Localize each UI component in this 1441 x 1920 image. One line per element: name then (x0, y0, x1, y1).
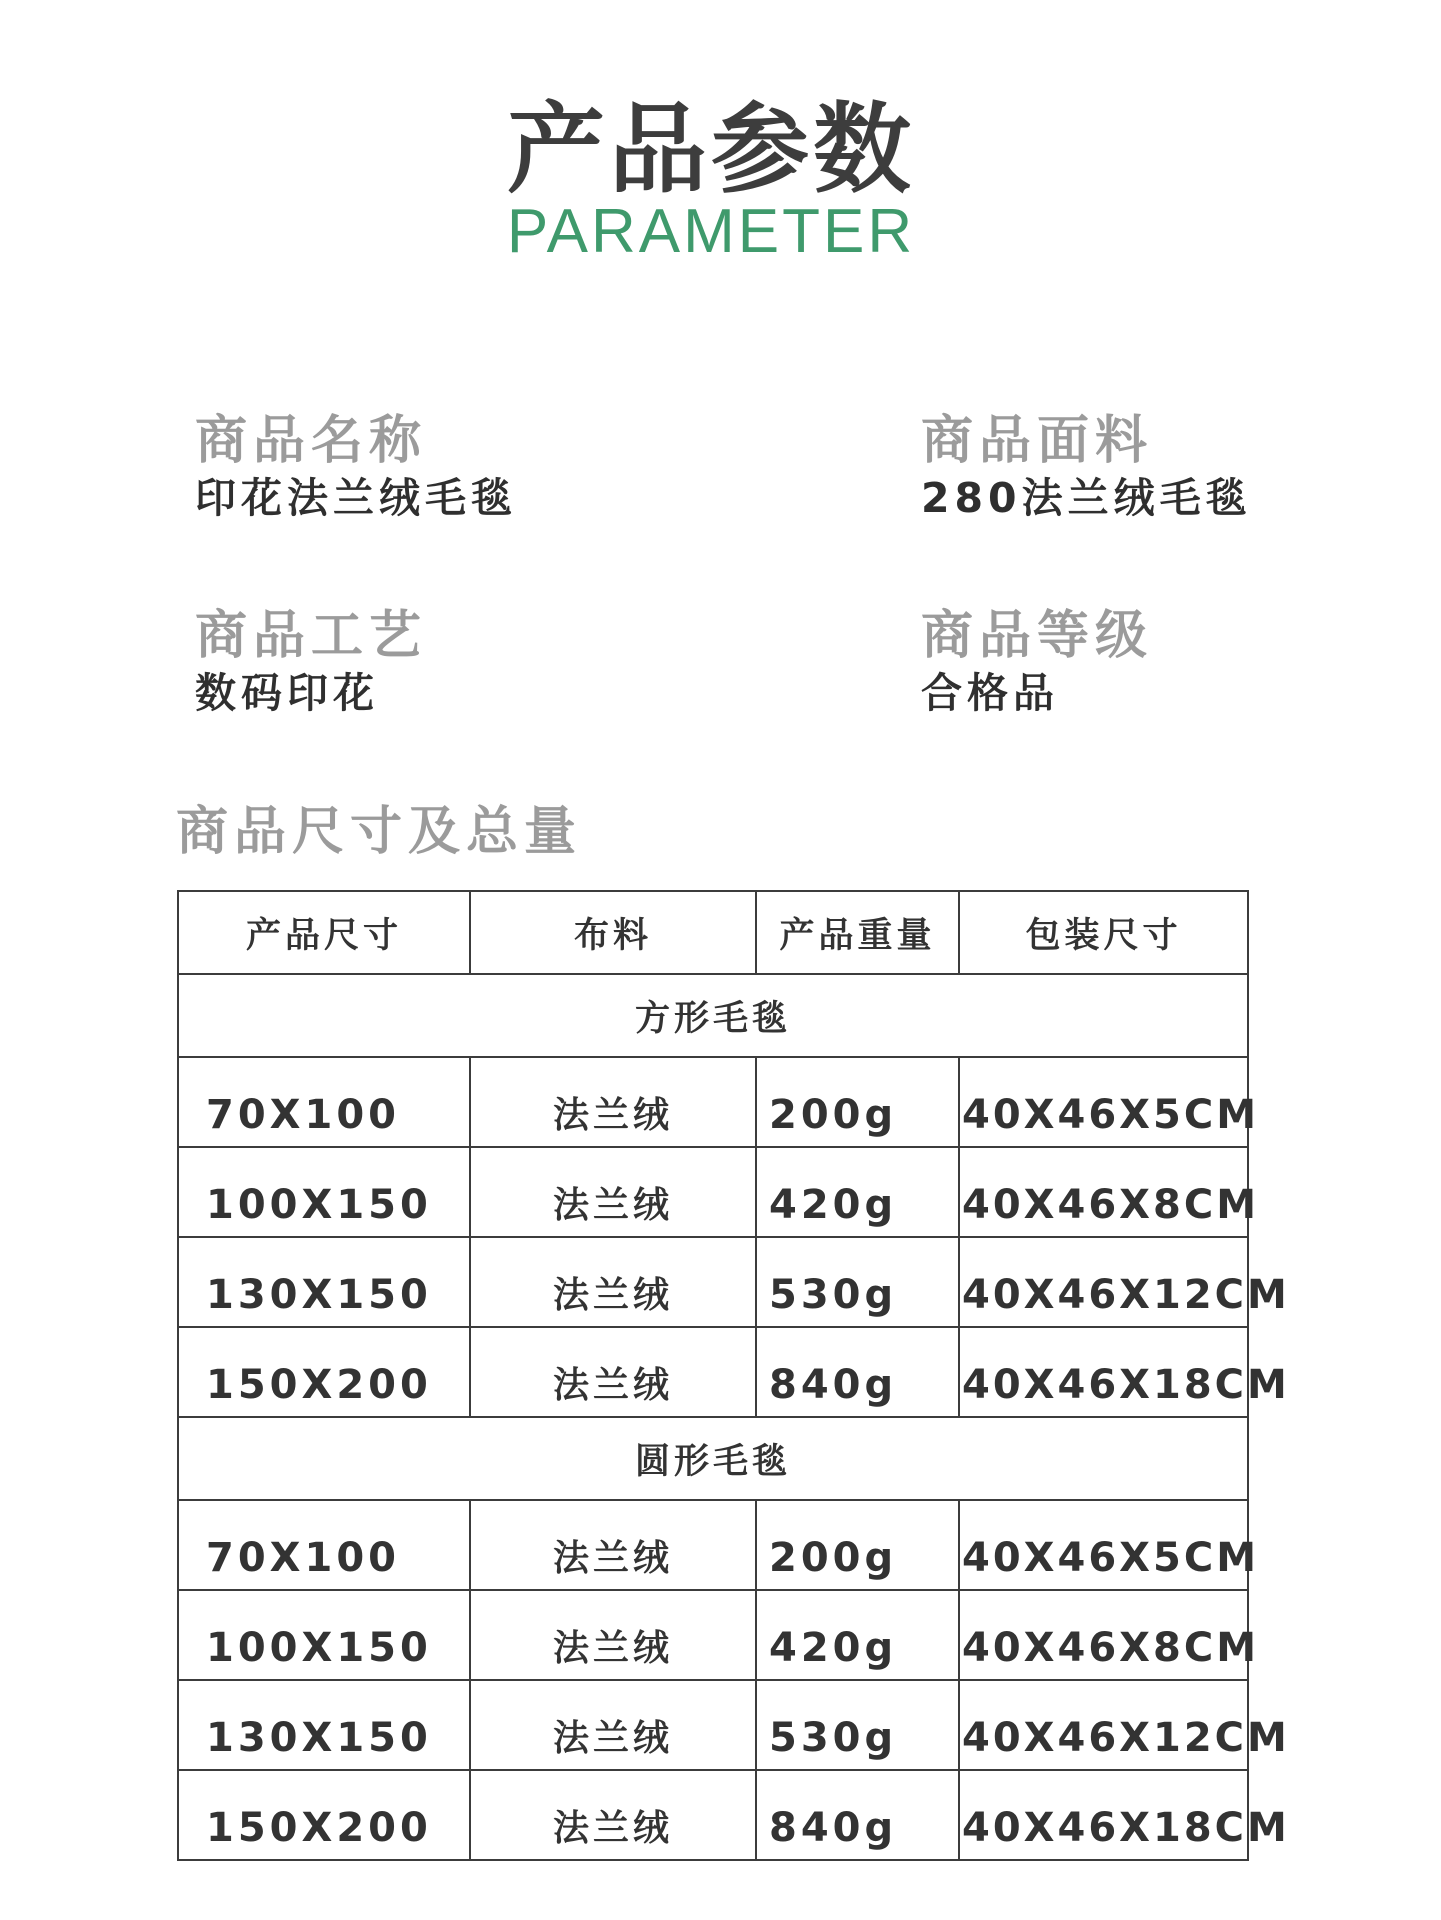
cell-size: 130X150 (178, 1237, 470, 1327)
cell-fabric: 法兰绒 (470, 1500, 756, 1590)
column-header-package: 包装尺寸 (959, 891, 1248, 974)
cell-fabric: 法兰绒 (470, 1237, 756, 1327)
cell-weight: 200g (756, 1057, 959, 1147)
cell-package: 40X46X5CM (959, 1057, 1248, 1147)
table-group-row (178, 974, 1248, 1057)
cell-fabric: 法兰绒 (470, 1590, 756, 1680)
cell-package: 40X46X12CM (959, 1237, 1248, 1327)
cell-fabric: 法兰绒 (470, 1147, 756, 1237)
cell-weight: 420g (756, 1590, 959, 1680)
column-header-weight: 产品重量 (756, 891, 959, 974)
spec-label: 商品工艺 (195, 606, 428, 666)
page-subtitle: PARAMETER (506, 197, 916, 266)
size-table (177, 890, 1290, 1861)
spec-value: 印花法兰绒毛毯 (195, 474, 517, 522)
spec-product-craft (195, 605, 715, 719)
cell-package: 40X46X18CM (959, 1327, 1248, 1417)
spec-value: 280法兰绒毛毯 (921, 474, 1252, 522)
table-row (178, 1327, 1248, 1417)
spec-value: 合格品 (921, 669, 1059, 717)
group-title: 圆形毛毯 (178, 1417, 1248, 1500)
spec-value: 数码印花 (195, 669, 379, 717)
table-row (178, 1770, 1248, 1860)
cell-fabric: 法兰绒 (470, 1327, 756, 1417)
cell-weight: 840g (756, 1770, 959, 1860)
spec-label: 商品等级 (921, 606, 1154, 666)
page-header (0, 95, 1422, 267)
table-row (178, 1147, 1248, 1237)
cell-weight: 420g (756, 1147, 959, 1237)
table-row (178, 1680, 1248, 1770)
table-group-row (178, 1417, 1248, 1500)
cell-size: 100X150 (178, 1147, 470, 1237)
column-header-size: 产品尺寸 (178, 891, 470, 974)
group-title: 方形毛毯 (178, 974, 1248, 1057)
cell-size: 150X200 (178, 1770, 470, 1860)
cell-weight: 840g (756, 1327, 959, 1417)
column-header-fabric: 布料 (470, 891, 756, 974)
cell-package: 40X46X8CM (959, 1147, 1248, 1237)
table-row (178, 1590, 1248, 1680)
cell-package: 40X46X12CM (959, 1680, 1248, 1770)
cell-weight: 530g (756, 1237, 959, 1327)
cell-size: 70X100 (178, 1500, 470, 1590)
spec-product-grade (921, 605, 1441, 719)
cell-package: 40X46X18CM (959, 1770, 1248, 1860)
spec-label: 商品面料 (921, 411, 1154, 471)
table-row (178, 1057, 1248, 1147)
size-table-heading: 商品尺寸及总量 (176, 802, 583, 862)
cell-package: 40X46X5CM (959, 1500, 1248, 1590)
page-title: 产品参数 (506, 93, 915, 207)
table-row (178, 1237, 1248, 1327)
spec-product-name (195, 410, 715, 524)
cell-size: 130X150 (178, 1680, 470, 1770)
spec-product-fabric (921, 410, 1441, 524)
table-row (178, 1500, 1248, 1590)
cell-fabric: 法兰绒 (470, 1770, 756, 1860)
cell-size: 100X150 (178, 1590, 470, 1680)
spec-label: 商品名称 (195, 411, 428, 471)
cell-package: 40X46X8CM (959, 1590, 1248, 1680)
cell-size: 70X100 (178, 1057, 470, 1147)
cell-weight: 530g (756, 1680, 959, 1770)
table-header-row (178, 891, 1248, 974)
cell-weight: 200g (756, 1500, 959, 1590)
cell-fabric: 法兰绒 (470, 1057, 756, 1147)
cell-size: 150X200 (178, 1327, 470, 1417)
cell-fabric: 法兰绒 (470, 1680, 756, 1770)
